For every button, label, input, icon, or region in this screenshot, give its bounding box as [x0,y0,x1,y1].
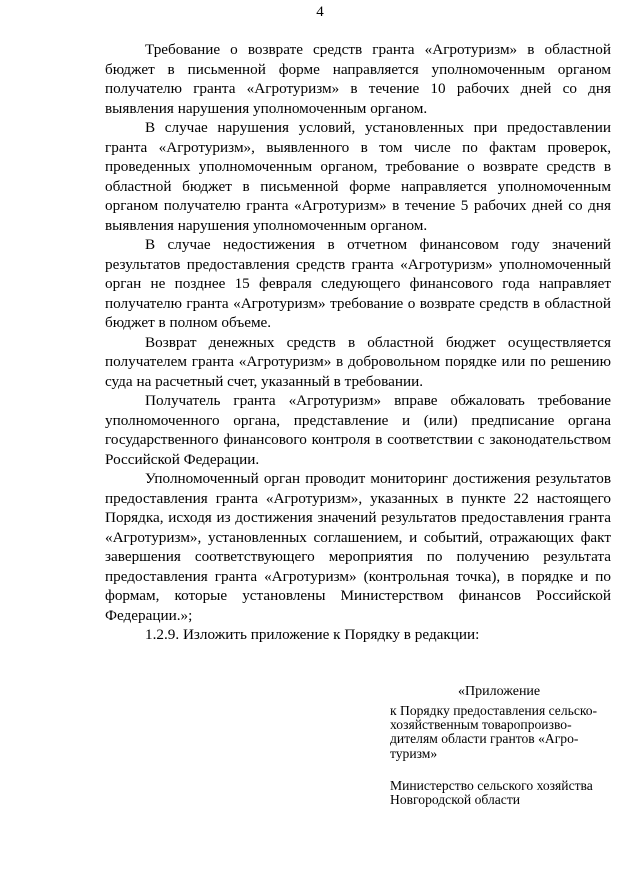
page-number: 4 [316,4,324,20]
paragraph-amendment-1-2-9: 1.2.9. Изложить приложение к Порядку в редакции: [145,626,480,643]
paragraph-monitoring: Уполномоченный орган проводит мониторинг достижения результатов предоставления гранта «Агротуризм», указанных в пункте 22 настоящего Порядка, исходя из достижения значений результатов предоставления гранта «Агротуризм», установленных соглашением, и событий, отражающих факт завершения соответствующего мероприятия по получению результата предоставления гранта «Агротуризм» (контрольная точка), в порядке и по формам, которые установлены Министерством финансов Российской Федерации.»; [105,470,611,624]
ministry-name: Министерство сельского хозяйства Новгородской области [390,778,593,808]
paragraph-refund-requirement: Требование о возврате средств гранта «Агротуризм» в областной бюджет в письменной форме направляется уполномоченным органом получателю гранта «Агротуризм» в течение 10 рабочих дней со дня выявления нарушения уполномоченным органом. [105,41,611,117]
appendix-reference: к Порядку предоставления сельско-хозяйственным товаропроизво-дителям области грантов «Агро-туризм» [390,703,598,761]
document-body [105,40,611,645]
paragraph-refund-procedure: Возврат денежных средств в областной бюджет осуществляется получателем гранта «Агротуризм» в добровольном порядке или по решению суда на расчетный счет, указанный в требовании. [105,333,611,390]
paragraph-violation-conditions: В случае нарушения условий, установленных при предоставлении гранта «Агротуризм», выявленного в том числе по фактам проверок, проведенных уполномоченным органом, требование о возврате средств в областной бюджет в письменной форме направляется уполномоченным органом получателю гранта «Агротуризм» в течение 5 рабочих дней со дня выявления нарушения уполномоченным органом. [105,119,611,234]
appendix-title: «Приложение [458,684,541,699]
paragraph-appeal-right: Получатель гранта «Агротуризм» вправе обжаловать требование уполномоченного органа, представление и (или) предписание органа государственного финансового контроля в соответствии с законодательством Российской Федерации. [105,392,611,468]
paragraph-non-achievement: В случае недостижения в отчетном финансовом году значений результатов предоставления средств гранта «Агротуризм» уполномоченный орган не позднее 15 февраля следующего финансового года направляет получателю гранта «Агротуризм» требование о возврате средств в областной бюджет в полном объеме. [105,236,611,331]
